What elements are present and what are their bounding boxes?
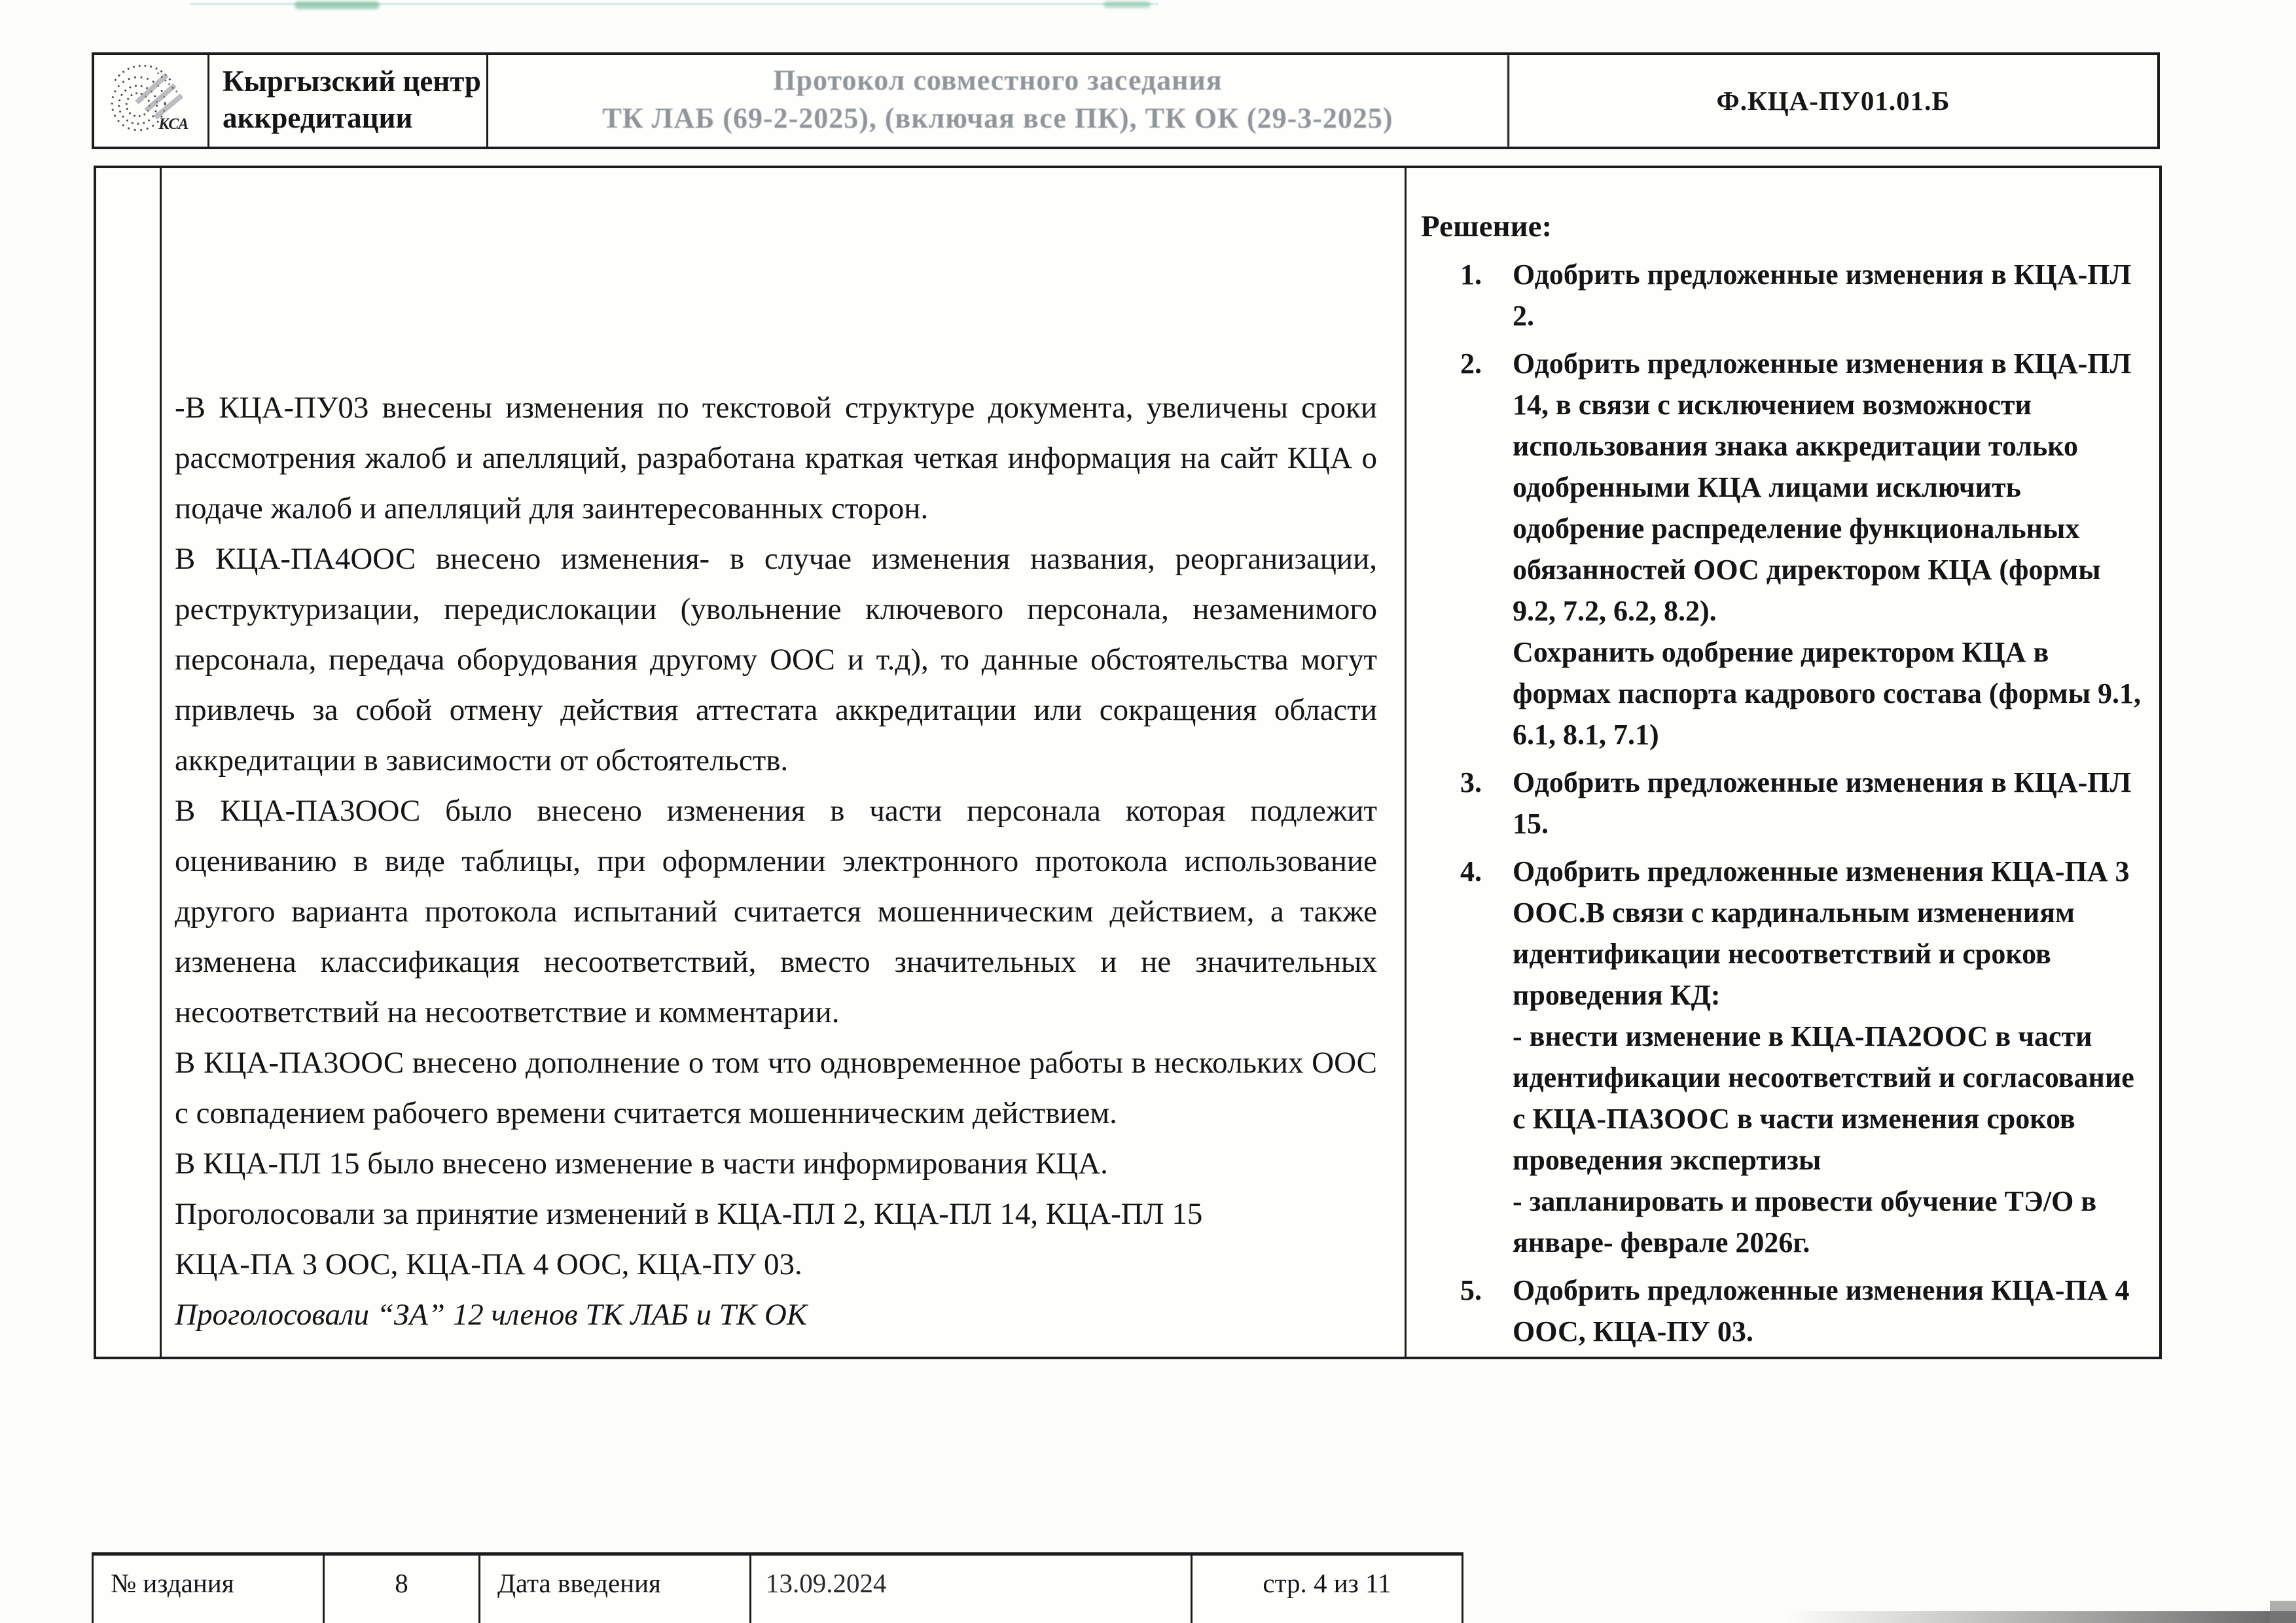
document-title-line2: ТК ЛАБ (69-2-2025), (включая все ПК), ТК ОК (29-3-2025)	[602, 102, 1393, 134]
decision-item-number: 4.	[1460, 855, 1482, 887]
body-paragraph: В КЦА-ПЛ 15 было внесено изменение в части информирования КЦА.	[175, 1147, 1108, 1181]
body-paragraph: В КЦА-ПА3ООС было внесено изменения в части персонала которая подлежит оцениванию в виде таблицы, при оформлении электронного протокола использование другого варианта протокола испытаний считается мошенническим действием, а также изменена классификация несоответствий, вместо значительных и не значительных несоответствий на несоответствие и комментарии.	[175, 794, 1377, 1029]
org-logo	[94, 55, 209, 147]
decision-item-text: Одобрить предложенные изменения КЦА-ПА 4 ООС, КЦА-ПУ 03.	[1513, 1274, 2130, 1347]
body-paragraph: В КЦА-ПА3ООС внесено дополнение о том что одновременное работы в нескольких ООС с совпадением рабочего времени считается мошенническим действием.	[175, 1046, 1377, 1130]
scan-artifact-bottom-shadow	[1785, 1611, 2296, 1623]
decision-item-number: 3.	[1460, 766, 1482, 798]
page-number: стр. 4 из 11	[1263, 1568, 1391, 1598]
decision-item	[1421, 851, 2146, 1263]
org-name: Кыргызский центр аккредитации	[209, 55, 488, 147]
decision-heading: Решение:	[1421, 209, 1552, 243]
date-label: Дата введения	[480, 1556, 751, 1623]
decision-item-number: 2.	[1460, 348, 1482, 380]
left-gutter-column	[96, 168, 162, 1357]
body-paragraph: В КЦА-ПА4ООС внесено изменения- в случае изменения названия, реорганизации, реструктуризации, передислокации (увольнение ключевого персонала, незаменимого персонала, передача оборудования другому ООС и т.д), то данные обстоятельства могут привлечь за собой отмену действия аттестата аккредитации или сокращения области аккредитации в зависимости от обстоятельств.	[175, 542, 1377, 777]
decision-item-number: 1.	[1460, 259, 1482, 291]
decision-item	[1421, 1270, 2146, 1352]
decision-item-text: Сохранить одобрение директором КЦА в формах паспорта кадрового состава (формы 9.1, 6.1, 8.1, 7.1)	[1513, 636, 2142, 751]
body-paragraph: -В КЦА-ПУ03 внесены изменения по текстовой структуре документа, увеличены сроки рассмотрения жалоб и апелляций, разработана краткая четкая информация на сайт КЦА о подаче жалоб и апелляций для заинтересованных сторон.	[175, 391, 1377, 526]
scan-artifact-bottom-shadow	[2270, 1601, 2296, 1623]
decision-item-text: - запланировать и провести обучение ТЭ/О в январе- феврале 2026г.	[1513, 1185, 2097, 1258]
main-content-table	[94, 166, 2162, 1359]
decision-item-text: Одобрить предложенные изменения в КЦА-ПЛ 2.	[1513, 259, 2132, 332]
decision-item-text: Одобрить предложенные изменения КЦА-ПА 3 ООС.В связи с кардинальным изменениям идентификации несоответствий и сроков проведения КД:	[1513, 855, 2130, 1011]
vote-result-line: Проголосовали “ЗА” 12 членов ТК ЛАБ и ТК ОК	[175, 1298, 807, 1332]
scan-artifact-green-mark	[1103, 1, 1151, 8]
decision-item	[1421, 254, 2146, 336]
edition-label: № издания	[94, 1556, 325, 1623]
form-code: Ф.КЦА-ПУ01.01.Б	[1716, 86, 1950, 116]
edition-value: 8	[325, 1556, 480, 1623]
decision-item-text: Одобрить предложенные изменения в КЦА-ПЛ 14, в связи с исключением возможности использования знака аккредитации только одобренными КЦА лицами исключить одобрение распределение функциональных обязанностей ООС директором КЦА (формы 9.2, 7.2, 6.2, 8.2).	[1513, 348, 2132, 627]
scan-artifact-green-mark	[295, 1, 380, 9]
decision-item-text: Одобрить предложенные изменения в КЦА-ПЛ 15.	[1513, 766, 2132, 840]
changes-text-column	[162, 168, 1407, 1357]
document-title-line1: Протокол совместного заседания	[773, 64, 1223, 96]
ksa-logo-icon	[101, 58, 201, 144]
date-value: 13.09.2024	[751, 1556, 1193, 1623]
document-title	[488, 55, 1509, 147]
decision-item-number: 5.	[1460, 1274, 1482, 1306]
document-header-table	[92, 52, 2160, 149]
decision-column	[1407, 168, 2159, 1357]
body-paragraph: Проголосовали за принятие изменений в КЦА-ПЛ 2, КЦА-ПЛ 14, КЦА-ПЛ 15	[175, 1197, 1203, 1231]
body-paragraph: КЦА-ПА 3 ООС, КЦА-ПА 4 ООС, КЦА-ПУ 03.	[175, 1247, 802, 1281]
decision-item	[1421, 762, 2146, 844]
ksa-logo-text: КСА	[158, 116, 188, 134]
document-footer-table	[92, 1552, 1463, 1623]
decision-item	[1421, 343, 2146, 755]
decision-item-text: - внести изменение в КЦА-ПА2ООС в части идентификации несоответствий и согласование с КЦА-ПА3ООС в части изменения сроков проведения экспертизы	[1513, 1020, 2134, 1176]
